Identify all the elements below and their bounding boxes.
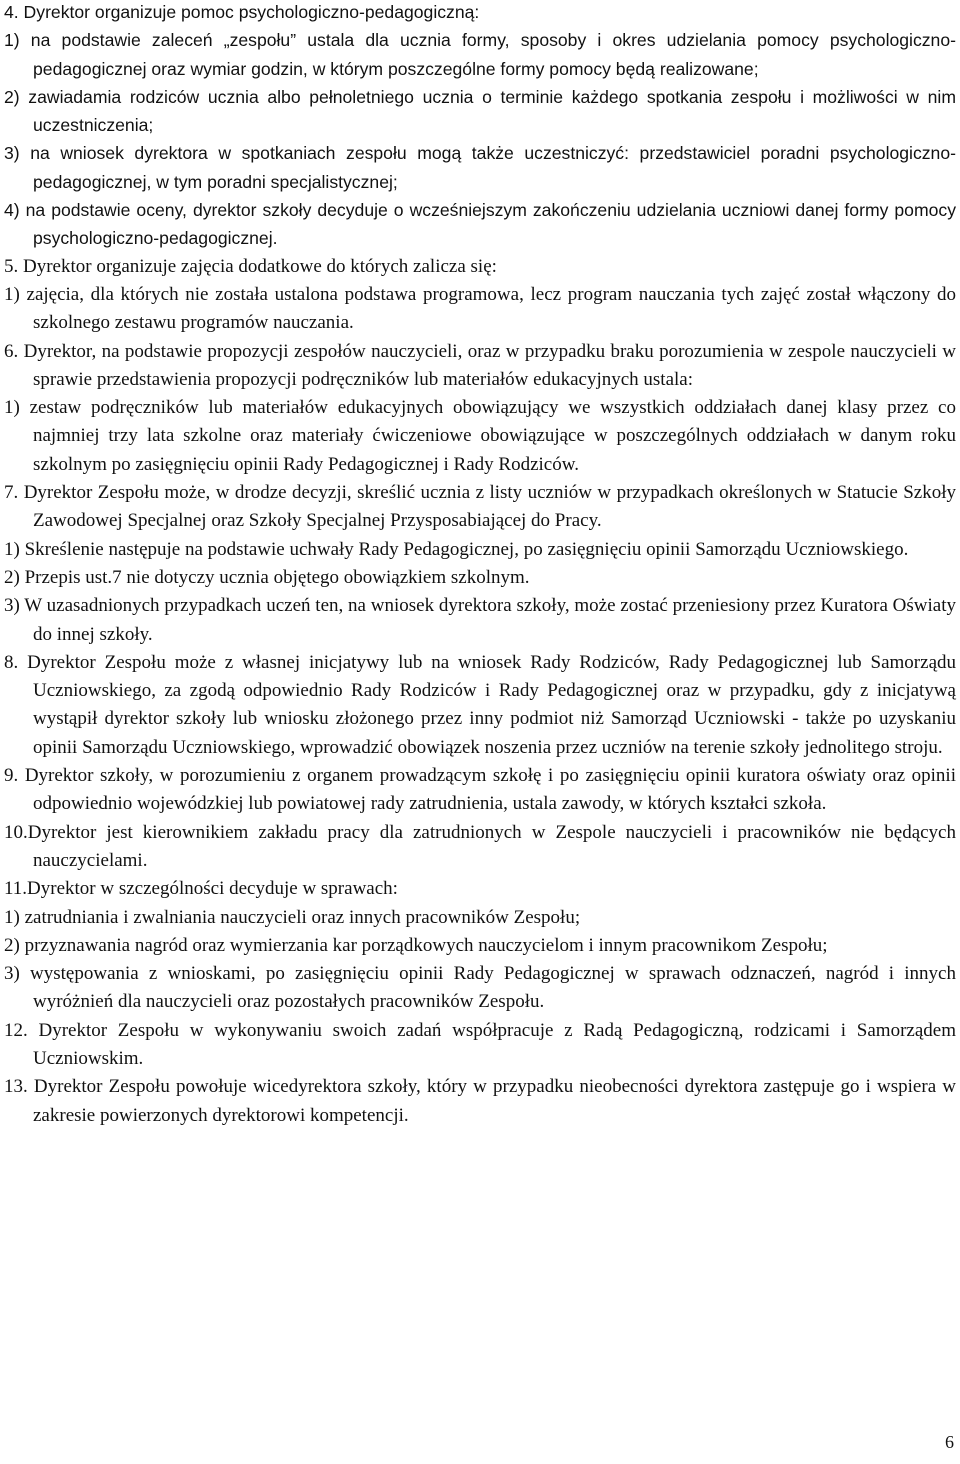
paragraph: 1) zajęcia, dla których nie została ustalona podstawa programowa, lecz program nauczania tych zajęć został włączony do szkolnego zestawu programów nauczania. (4, 283, 956, 334)
paragraph: 3) występowania z wnioskami, po zasięgnięciu opinii Rady Pedagogicznej w sprawach odznaczeń, nagród i innych wyróżnień dla nauczycieli oraz pozostałych pracowników Zespołu. (4, 963, 956, 1013)
paragraph: 1) zatrudniania i zwalniania nauczycieli oraz innych pracowników Zespołu; (4, 906, 581, 928)
paragraph: 9. Dyrektor szkoły, w porozumieniu z organem prowadzącym szkołę i po zasięgnięciu opinii kuratora oświaty oraz opinii odpowiednio wojewódzkiej lub powiatowej rady zatrudnienia, ustala zawody, w których kształci szkoła. (4, 765, 956, 815)
paragraph: 10.Dyrektor jest kierownikiem zakładu pracy dla zatrudnionych w Zespole nauczycieli i pracowników nie będących nauczycielami. (4, 821, 956, 871)
paragraph: 5. Dyrektor organizuje zajęcia dodatkowe do których zalicza się: (4, 255, 497, 277)
paragraph: 2) przyznawania nagród oraz wymierzania kar porządkowych nauczycielom i innym pracownikom Zespołu; (4, 934, 828, 956)
paragraph: 1) na podstawie zaleceń „zespołu” ustala dla ucznia formy, sposoby i okres udzielania pomocy psychologiczno-pedagogicznej oraz wymiar godzin, w którym poszczególne formy pomocy będą realizowane; (4, 30, 956, 79)
paragraph: 7. Dyrektor Zespołu może, w drodze decyzji, skreślić ucznia z listy uczniów w przypadkach określonych w Statucie Szkoły Zawodowej Specjalnej oraz Szkoły Specjalnej Przysposabiającej do Pracy. (4, 482, 956, 532)
paragraph: 3) na wniosek dyrektora w spotkaniach zespołu mogą także uczestniczyć: przedstawiciel poradni psychologiczno-pedagogicznej, w tym poradni specjalistycznej; (4, 143, 956, 192)
paragraph: 4. Dyrektor organizuje pomoc psychologiczno-pedagogiczną: (4, 2, 480, 22)
paragraph: 3) W uzasadnionych przypadkach uczeń ten, na wniosek dyrektora szkoły, może zostać przeniesiony przez Kuratora Oświaty do innej szkoły. (4, 595, 956, 645)
paragraph: 4) na podstawie oceny, dyrektor szkoły decyduje o wcześniejszym zakończeniu udzielania uczniowi danej formy pomocy psychologiczno-pedagogicznej. (4, 200, 956, 249)
paragraph: 11.Dyrektor w szczególności decyduje w sprawach: (4, 878, 398, 900)
paragraph: 2) zawiadamia rodziców ucznia albo pełnoletniego ucznia o terminie każdego spotkania zespołu i możliwości w nim uczestniczenia; (4, 86, 956, 136)
page-number: 6 (945, 1432, 954, 1452)
paragraph: 6. Dyrektor, na podstawie propozycji zespołów nauczycieli, oraz w przypadku braku porozumienia w zespole nauczycieli w sprawie przedstawienia propozycji podręczników lub materiałów edukacyjnych ustala: (4, 340, 956, 390)
paragraph: 1) Skreślenie następuje na podstawie uchwały Rady Pedagogicznej, po zasięgnięciu opinii Samorządu Uczniowskiego. (4, 538, 909, 560)
paragraph: 2) Przepis ust.7 nie dotyczy ucznia objętego obowiązkiem szkolnym. (4, 566, 530, 588)
paragraph: 1) zestaw podręczników lub materiałów edukacyjnych obowiązujący we wszystkich oddziałach danej klasy przez co najmniej trzy lata szkolne oraz materiały ćwiczeniowe obowiązujące w poszczególnych oddziałach w danym roku szkolnym po zasięgnięciu opinii Rady Pedagogicznej i Rady Rodziców. (4, 397, 956, 475)
paragraph: 8. Dyrektor Zespołu może z własnej inicjatywy lub na wniosek Rady Rodziców, Rady Pedagogicznej lub Samorządu Uczniowskiego, za zgodą odpowiednio Rady Rodziców i Rady Pedagogicznej oraz w przypadku, gdy z inicjatywą wystąpił dyrektor szkoły lub wniosku złożonego przez inny podmiot niż Samorząd Uczniowski - także po uzyskaniu opinii Samorządu Uczniowskiego, wprowadzić obowiązek noszenia przez uczniów na terenie szkoły jednolitego stroju. (4, 651, 956, 758)
paragraph: 13. Dyrektor Zespołu powołuje wicedyrektora szkoły, który w przypadku nieobecności dyrektora zastępuje go i wspiera w zakresie powierzonych dyrektorowi kompetencji. (4, 1076, 956, 1126)
document-body (4, 0, 956, 1130)
paragraph: 12. Dyrektor Zespołu w wykonywaniu swoich zadań współpracuje z Radą Pedagogiczną, rodzicami i Samorządem Uczniowskim. (4, 1019, 956, 1069)
